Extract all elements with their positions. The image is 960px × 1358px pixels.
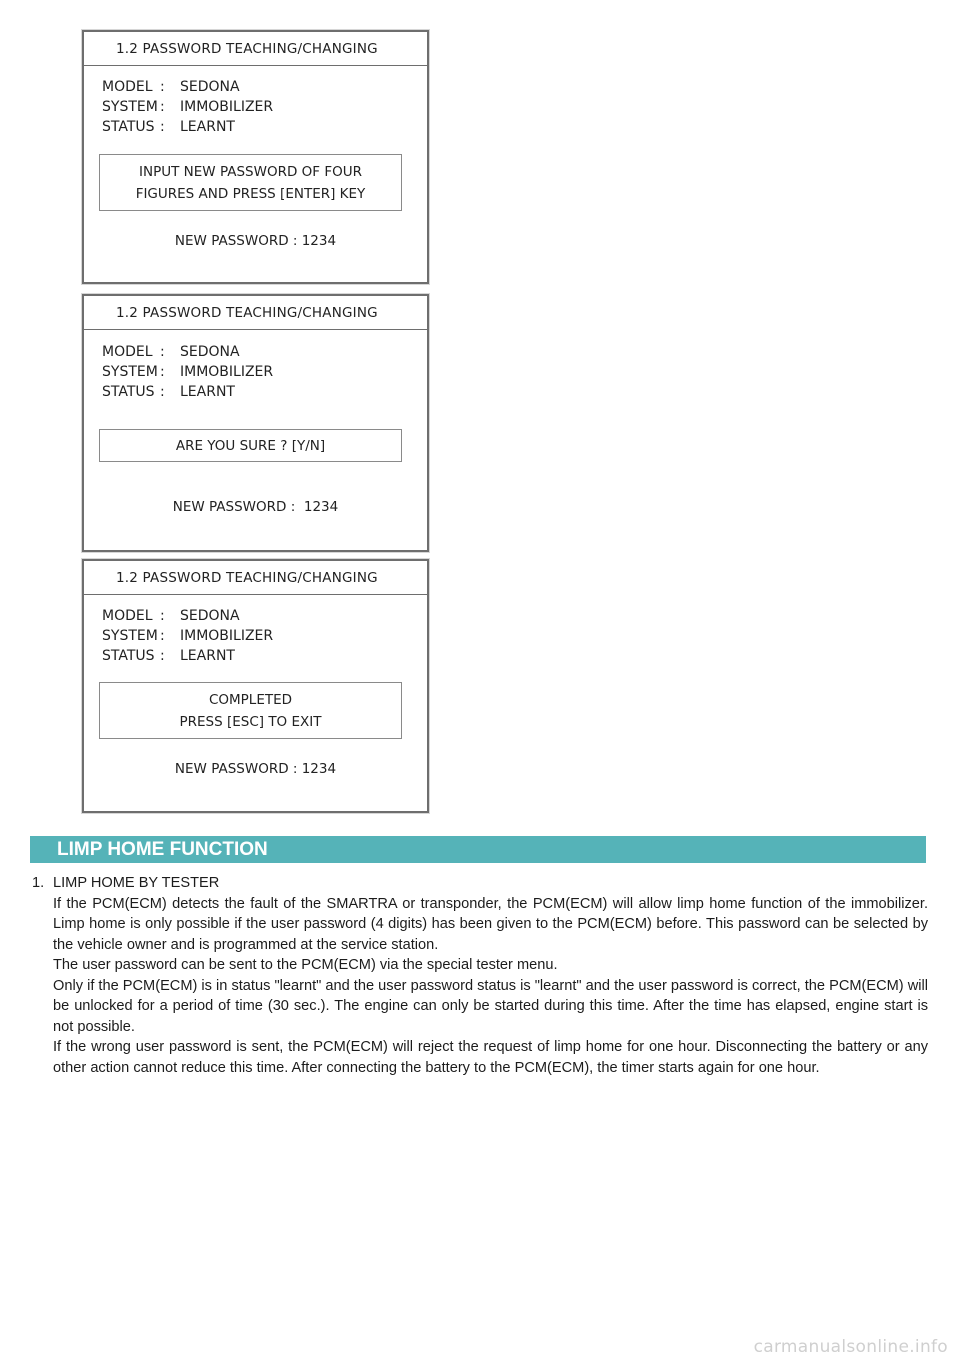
message-line: ARE YOU SURE ? [Y/N] — [175, 437, 326, 454]
field-value: IMMOBILIZER — [180, 628, 274, 644]
message-box — [99, 154, 402, 211]
new-password-readout: NEW PASSWORD : 1234 — [174, 761, 337, 777]
password-screen-input — [82, 30, 429, 284]
item-number: 1. — [32, 875, 45, 891]
screen-title: 1.2 PASSWORD TEACHING/CHANGING — [84, 296, 427, 330]
system-row — [102, 626, 273, 646]
field-value: SEDONA — [180, 608, 240, 624]
paragraph: If the wrong user password is sent, the PCM(ECM) will reject the request of limp home for one hour. Disconnecting the battery or any other action cannot reduce this time. After connecting the battery to the PCM(ECM), the timer starts again for one hour. — [53, 1039, 928, 1076]
field-value: LEARNT — [180, 648, 235, 664]
site-watermark: carmanualsonline.info — [753, 1337, 948, 1357]
system-row — [102, 362, 273, 382]
field-separator: : — [160, 119, 165, 135]
new-password-readout: NEW PASSWORD : 1234 — [174, 233, 337, 249]
field-label: MODEL — [102, 608, 153, 624]
message-box — [99, 429, 402, 462]
field-value: SEDONA — [180, 344, 240, 360]
paragraph: If the PCM(ECM) detects the fault of the SMARTRA or transponder, the PCM(ECM) will allow limp home function of the immobilizer. Limp home is only possible if the user password (4 digits) has been given to the PCM(ECM) before. This password can be selected by the vehicle owner and is programmed at the service station. — [53, 895, 928, 953]
field-label: MODEL — [102, 79, 153, 95]
field-separator: : — [160, 384, 165, 400]
paragraph: The user password can be sent to the PCM(ECM) via the special tester menu. — [53, 957, 558, 973]
field-label: STATUS — [102, 648, 155, 664]
paragraph: Only if the PCM(ECM) is in status "learnt" and the user password status is "learnt" and the user password is correct, the PCM(ECM) will be unlocked for a period of time (30 sec.). The engine can only be started during this time. After the time has elapsed, engine start is not possible. — [53, 977, 928, 1035]
field-separator: : — [160, 364, 165, 380]
system-row — [102, 97, 273, 117]
model-row — [102, 606, 273, 626]
field-separator: : — [160, 344, 165, 360]
message-line: PRESS [ESC] TO EXIT — [179, 713, 322, 730]
field-label: STATUS — [102, 119, 155, 135]
password-screen-confirm — [82, 294, 429, 552]
screen-title: 1.2 PASSWORD TEACHING/CHANGING — [84, 561, 427, 595]
new-password-readout: NEW PASSWORD : 1234 — [172, 499, 339, 515]
message-box — [99, 682, 402, 739]
model-row — [102, 77, 273, 97]
field-label: MODEL — [102, 344, 153, 360]
message-line: INPUT NEW PASSWORD OF FOUR — [139, 163, 362, 180]
field-value: IMMOBILIZER — [180, 99, 274, 115]
field-label: SYSTEM — [102, 99, 158, 115]
screen-info — [102, 606, 273, 666]
field-value: IMMOBILIZER — [180, 364, 274, 380]
field-value: LEARNT — [180, 384, 235, 400]
field-separator: : — [160, 608, 165, 624]
status-row — [102, 382, 273, 402]
field-label: SYSTEM — [102, 364, 158, 380]
field-separator: : — [160, 99, 165, 115]
field-value: LEARNT — [180, 119, 235, 135]
field-separator: : — [160, 648, 165, 664]
screen-info — [102, 342, 273, 402]
message-line: COMPLETED — [208, 691, 293, 708]
numbered-item-heading — [32, 873, 928, 894]
status-row — [102, 646, 273, 666]
field-value: SEDONA — [180, 79, 240, 95]
item-title: LIMP HOME BY TESTER — [53, 875, 220, 891]
field-label: STATUS — [102, 384, 155, 400]
message-line: FIGURES AND PRESS [ENTER] KEY — [135, 185, 366, 202]
screen-info — [102, 77, 273, 137]
status-row — [102, 117, 273, 137]
field-separator: : — [160, 79, 165, 95]
section-body — [32, 873, 928, 1078]
password-screen-completed — [82, 559, 429, 813]
screen-title: 1.2 PASSWORD TEACHING/CHANGING — [84, 32, 427, 66]
field-label: SYSTEM — [102, 628, 158, 644]
model-row — [102, 342, 273, 362]
item-paragraphs — [53, 894, 928, 1079]
field-separator: : — [160, 628, 165, 644]
section-header: LIMP HOME FUNCTION — [30, 836, 926, 863]
